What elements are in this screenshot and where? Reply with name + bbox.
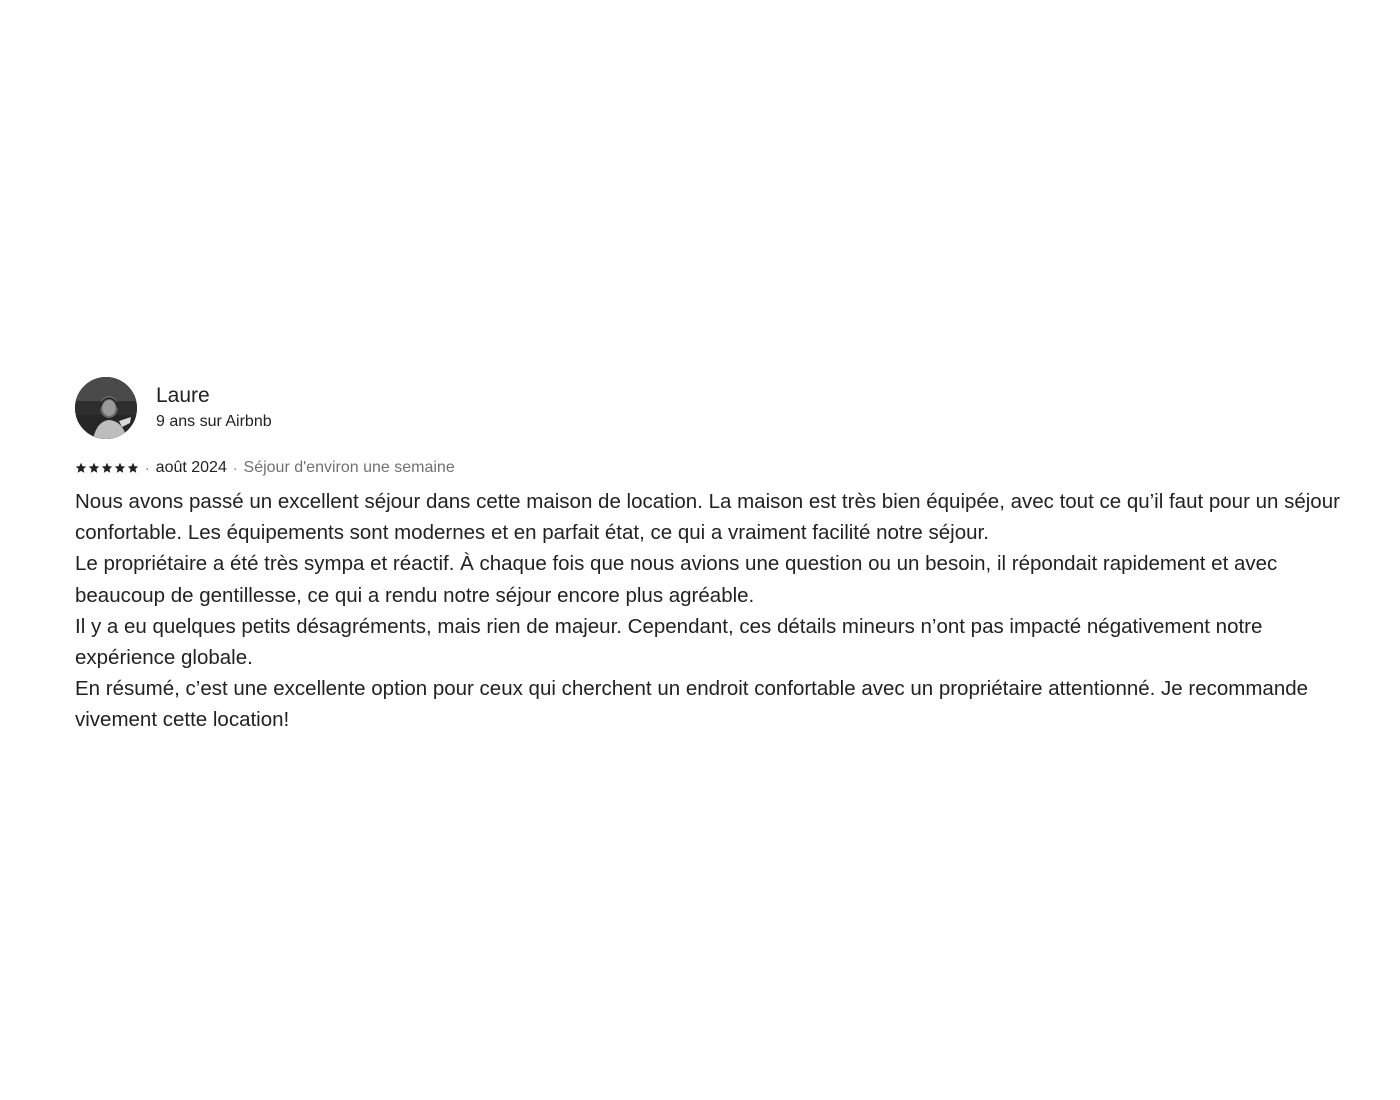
star-icon — [75, 462, 87, 474]
stay-duration: Séjour d'environ une semaine — [243, 459, 455, 476]
review-date: août 2024 — [155, 459, 227, 476]
reviewer-info — [156, 383, 272, 433]
reviewer-header — [75, 376, 1340, 440]
avatar[interactable] — [75, 377, 137, 439]
review-meta — [75, 456, 1340, 480]
review-paragraph: Le propriétaire a été très sympa et réactif. À chaque fois que nous avions une question ou un besoin, il répondait rapidement et avec beaucoup de gentillesse, ce qui a rendu notre séjour encore plus agréable. — [75, 552, 1278, 607]
user-photo-icon — [75, 377, 137, 439]
reviewer-name[interactable]: Laure — [156, 384, 210, 407]
separator-dot: · — [145, 460, 150, 476]
star-icon — [88, 462, 100, 474]
star-icon — [114, 462, 126, 474]
review-paragraph: Il y a eu quelques petits désagréments, mais rien de majeur. Cependant, ces détails mineurs n’ont pas impacté négativement notre expérience globale. — [75, 614, 1263, 670]
review-text — [75, 486, 1340, 736]
review-paragraph: En résumé, c’est une excellente option pour ceux qui cherchent un endroit confortable avec un propriétaire attentionné. Je recommande vivement cette location! — [75, 677, 1309, 732]
star-rating — [75, 462, 139, 474]
review-paragraph: Nous avons passé un excellent séjour dans cette maison de location. La maison est très bien équipée, avec tout ce qu’il faut pour un séjour confortable. Les équipements sont modernes et en parfait état, ce qui a vraiment facilité notre séjour. — [75, 490, 1340, 545]
review-card — [75, 376, 1340, 736]
star-icon — [127, 462, 139, 474]
separator-dot: · — [232, 460, 238, 476]
reviewer-tenure: 9 ans sur Airbnb — [156, 413, 272, 430]
star-icon — [101, 462, 113, 474]
